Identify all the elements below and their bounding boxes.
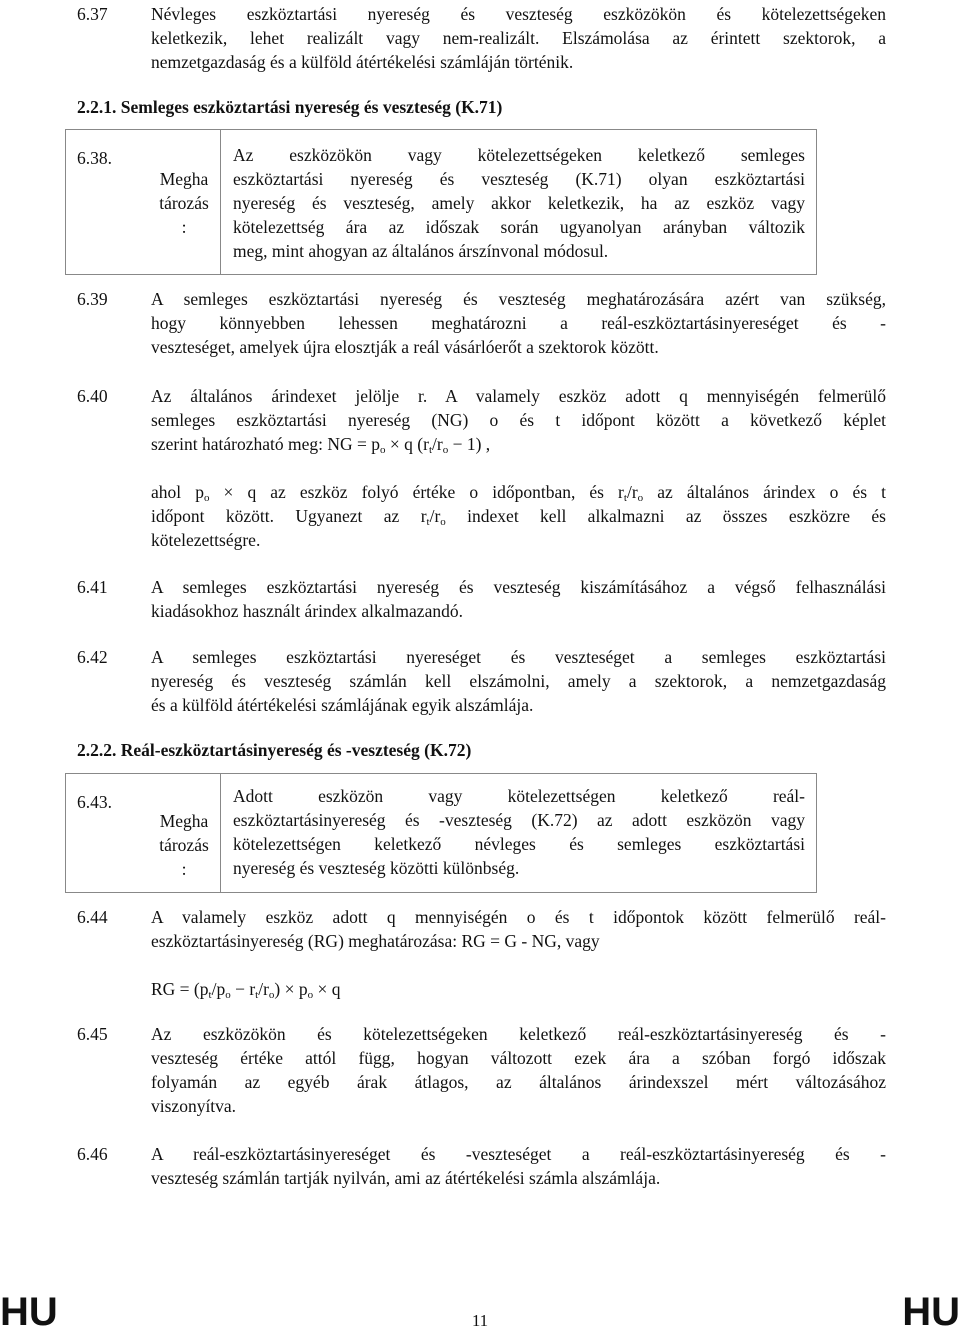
text-line: kötelezettségre. (151, 530, 261, 550)
text-line: A semleges eszköztartási nyereség és veszteség meghatározására azért van szükség, (151, 289, 886, 309)
text-line: veszteség számlán tartják nyilván, ami az átértékelési számla alszámlája. (151, 1168, 661, 1188)
text-line: nemzetgazdaság és a külföld átértékelési számláján történik. (151, 52, 574, 72)
definition-number: 6.38. (77, 148, 112, 168)
definition-box-6-38 (65, 129, 817, 275)
text-line: Névleges eszköztartási nyereség és veszteség eszközökön és kötelezettségeken (151, 4, 886, 24)
paragraph-number: 6.42 (77, 647, 108, 667)
paragraph-number: 6.44 (77, 907, 108, 927)
text-line: nyereség és veszteség, amely akkor keletkezik, ha az eszköz vagy (233, 193, 805, 213)
text-line: A reál-eszköztartásinyereséget és -veszteséget a reál-eszköztartásinyereség és - (151, 1144, 886, 1164)
text-line: eszköztartásinyereség és -veszteség (K.72) az adott eszközön vagy (233, 810, 805, 830)
definition-term (148, 167, 220, 239)
text-line: veszteség értéke attól függ, hogyan változott ezek ára a szóban forgó időszak (151, 1048, 886, 1068)
text-line: Az eszközökön vagy kötelezettségeken keletkező semleges (233, 145, 805, 165)
text-line: eszköztartási nyereség és veszteség (K.71) olyan eszköztartási (233, 169, 805, 189)
text-line: eszköztartásinyereség (RG) meghatározása: RG = G - NG, vagy (151, 931, 600, 951)
divider (220, 130, 221, 274)
text-line: A valamely eszköz adott q mennyiségén o és t időpontok között felmerülő reál- (151, 907, 886, 927)
footer-language-left: HU (0, 1290, 58, 1334)
definition-text (233, 143, 805, 263)
formula-line: RG = $(p_t/p_o - r_t/r_o) \times p_o \times q$ (151, 979, 341, 1001)
divider (220, 774, 221, 892)
section-heading-2-2-2: 2.2.2. Reál-eszköztartásinyereség és -veszteség (K.72) (77, 740, 472, 760)
text-line: és a külföld átértékelési számlájának egyik alszámlája. (151, 695, 534, 715)
text-line: kötelezettségen keletkező névleges és semleges eszköztartási (233, 834, 805, 854)
term-part: : (181, 859, 187, 879)
paragraph-number: 6.39 (77, 289, 108, 309)
footer-language-right: HU (902, 1290, 960, 1334)
text-line: keletkezik, lehet realizált vagy nem-realizált. Elszámolása az érintett szektorok, a (151, 28, 886, 48)
section-heading-2-2-1: 2.2.1. Semleges eszköztartási nyereség és veszteség (K.71) (77, 97, 503, 117)
text-line: Adott eszközön vagy kötelezettségen keletkező reál- (233, 786, 805, 806)
text-line: időpont között. Ugyanezt az $r_t/r_o$ indexet kell alkalmazni az összes eszközre és (151, 506, 886, 528)
text-line: kiadásokhoz használt árindex alkalmazandó. (151, 601, 463, 621)
text-line: folyamán az egyéb árak átlagos, az általános árindexszel mért változásához (151, 1072, 886, 1092)
paragraph-number: 6.40 (77, 386, 108, 406)
text-line: A semleges eszköztartási nyereség és veszteség kiszámításához a végső felhasználási (151, 577, 886, 597)
paragraph-number: 6.41 (77, 577, 108, 597)
text-line: nyereség és veszteség közötti különbség. (233, 858, 520, 878)
text-line: hogy könnyebben lehessen meghatározni a reál-eszköztartásinyereséget és - (151, 313, 886, 333)
paragraph-number: 6.37 (77, 4, 108, 24)
page-number: 11 (471, 1311, 489, 1330)
term-part: Megha (159, 169, 209, 189)
paragraph-number: 6.46 (77, 1144, 108, 1164)
term-part: tározás (159, 193, 209, 213)
term-part: : (181, 217, 187, 237)
definition-text (233, 784, 805, 880)
term-part: Megha (159, 811, 209, 831)
term-part: tározás (159, 835, 209, 855)
text-line: A semleges eszköztartási nyereséget és veszteséget a semleges eszköztartási (151, 647, 886, 667)
text-line: nyereség és veszteség számlán kell elszámolni, amely a szektorok, a nemzetgazdaság (151, 671, 886, 691)
text-line: meg, mint ahogyan az általános árszínvonal módosul. (233, 241, 609, 261)
text-line: Az eszközökön és kötelezettségeken keletkező reál-eszköztartásinyereség és - (151, 1024, 886, 1044)
definition-term (148, 809, 220, 881)
text-line: semleges eszköztartási nyereség (NG) o és t időpont között a következő képlet (151, 410, 886, 430)
text-line: kötelezettség ára az időszak során ugyanolyan arányban változik (233, 217, 805, 237)
text-line: ahol $p_o \times q$ az eszköz folyó értéke o időpontban, és $r_t/r_o$ az általános árindex o és t (151, 482, 886, 504)
text-line: veszteséget, amelyek újra elosztják a reál vásárlóerőt a szektorok között. (151, 337, 659, 357)
text-line: Az általános árindexet jelölje r. A valamely eszköz adott q mennyiségén felmerülő (151, 386, 886, 406)
formula-line: szerint határozható meg: NG = $p_o \times q$ $(r_t/r_o - 1)$ , (151, 434, 491, 456)
paragraph-number: 6.45 (77, 1024, 108, 1044)
text-line: viszonyítva. (151, 1096, 237, 1116)
definition-box-6-43 (65, 773, 817, 893)
definition-number: 6.43. (77, 792, 112, 812)
